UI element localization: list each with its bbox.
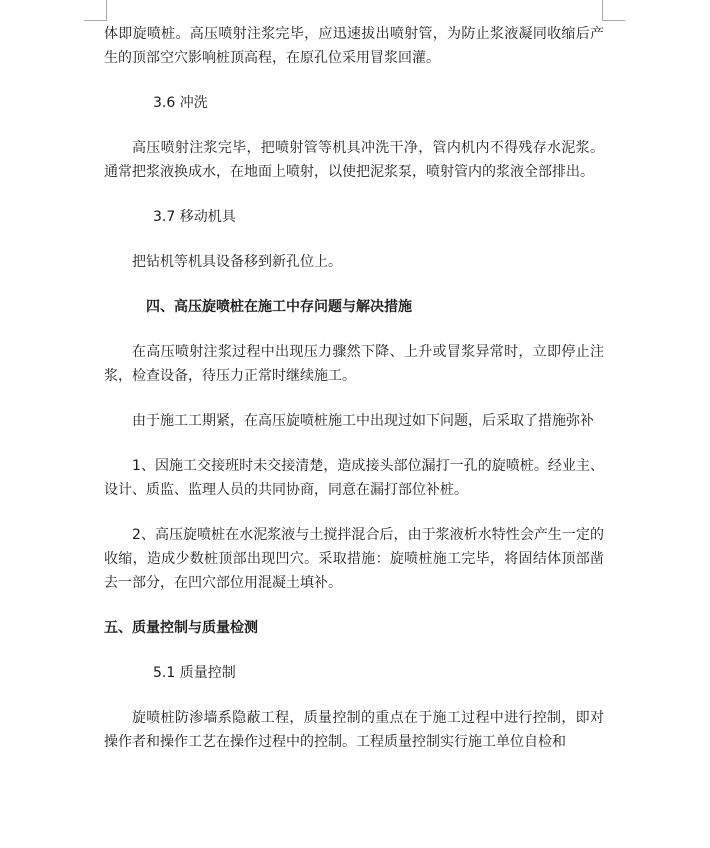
paragraph-6: 1、因施工交接班时未交接清楚，造成接头部位漏打一孔的旋喷桩。经业主、设计、质监、监理人员的共同协商，同意在漏打部位补桩。 — [104, 458, 604, 498]
crop-mark-top-left — [84, 0, 107, 21]
heading-3-6: 3.6 冲洗 — [153, 95, 208, 111]
heading-section-4: 四、高压旋喷桩在施工中存问题与解决措施 — [146, 299, 412, 315]
paragraph-1: 体即旋喷桩。高压喷射注浆完毕，应迅速拔出喷射管，为防止浆液凝同收缩后产生的顶部空穴影响桩顶高程，在原孔位采用冒浆回灌。 — [104, 26, 604, 66]
paragraph-7: 2、高压旋喷桩在水泥浆液与土搅拌混合后，由于浆液析水特性会产生一定的收缩，造成少数桩顶部出现凹穴。采取措施：旋喷桩施工完毕，将固结体顶部凿去一部分，在凹穴部位用混凝土填补。 — [104, 527, 604, 591]
paragraph-8: 旋喷桩防渗墙系隐蔽工程，质量控制的重点在于施工过程中进行控制，即对操作者和操作工艺在操作过程中的控制。工程质量控制实行施工单位自检和 — [104, 710, 604, 750]
paragraph-5: 由于施工工期紧，在高压旋喷桩施工中出现过如下问题，后采取了措施弥补 — [132, 413, 594, 429]
heading-section-5: 五、质量控制与质量检测 — [104, 620, 258, 636]
paragraph-4: 在高压喷射注浆过程中出现压力骤然下降、上升或冒浆异常时，立即停止注浆，检查设备，待压力正常时继续施工。 — [104, 344, 604, 384]
document-body[interactable] — [104, 22, 604, 754]
paragraph-2: 高压喷射注浆完毕，把喷射管等机具冲洗干净，管内机内不得残存水泥浆。通常把浆液换成水，在地面上喷射，以使把泥浆泵，喷射管内的浆液全部排出。 — [104, 140, 604, 180]
crop-mark-top-right — [602, 0, 625, 21]
heading-3-7: 3.7 移动机具 — [153, 209, 236, 225]
paragraph-3: 把钻机等机具设备移到新孔位上。 — [132, 254, 342, 270]
heading-5-1: 5.1 质量控制 — [153, 665, 236, 681]
